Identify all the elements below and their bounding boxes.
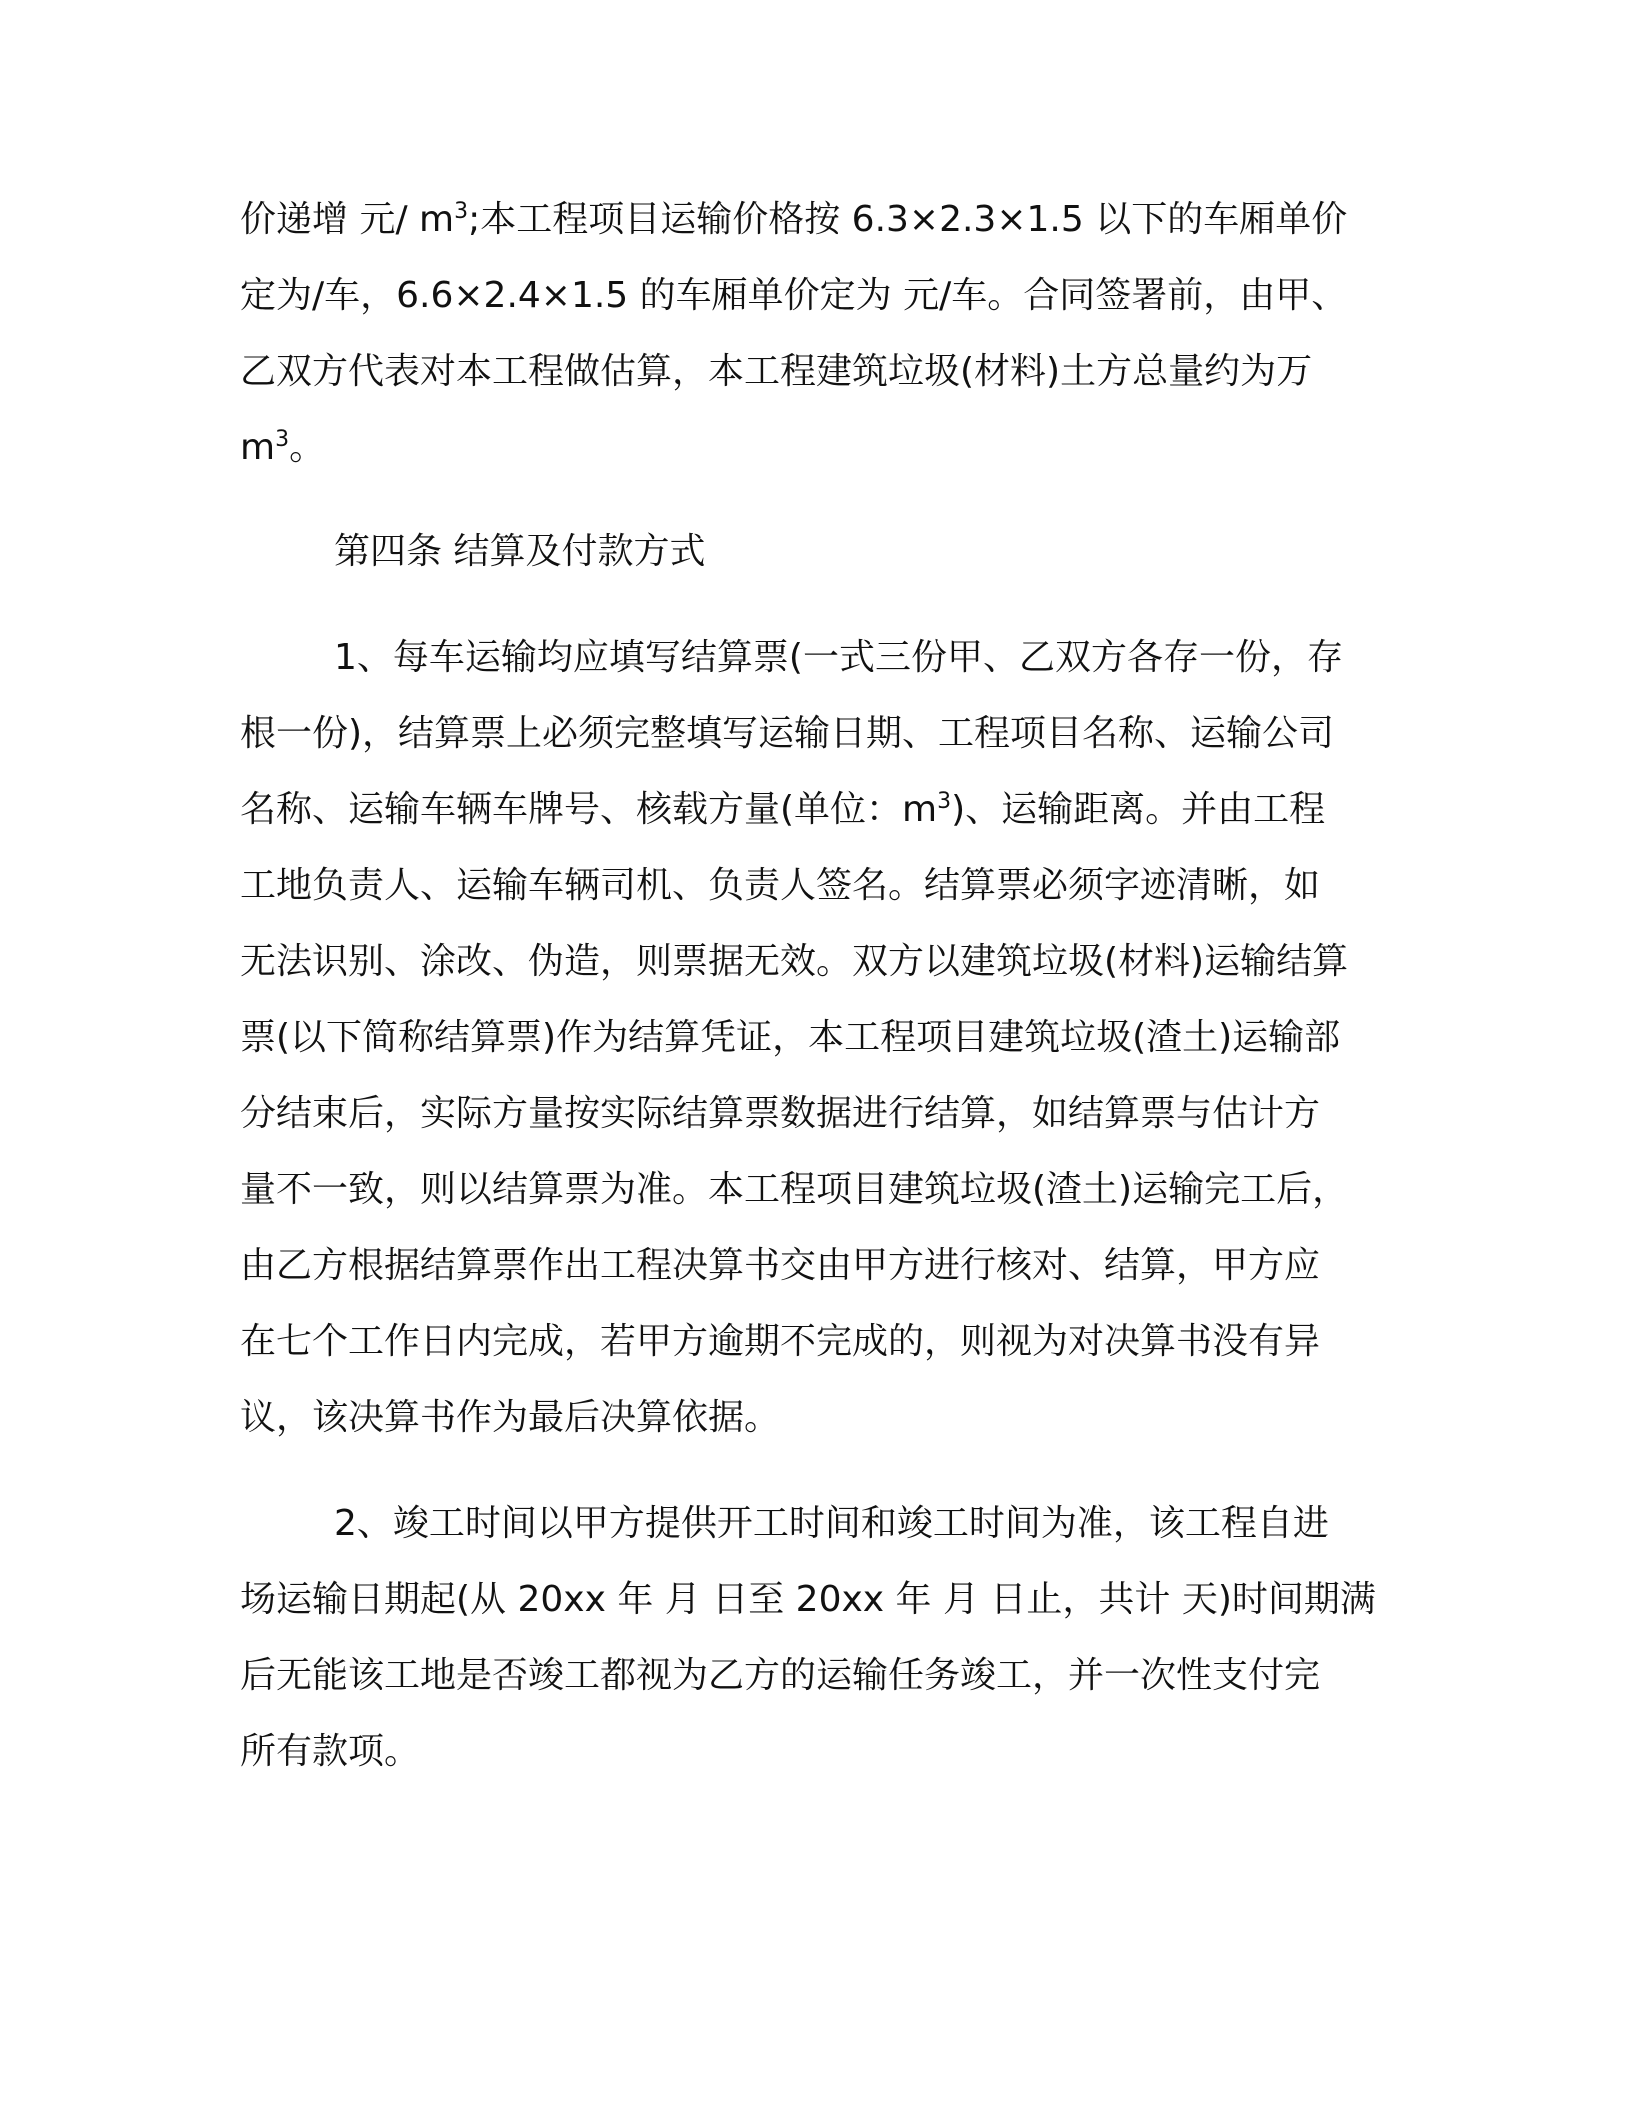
section-heading: 第四条 结算及付款方式 — [334, 531, 706, 572]
clause-1-line-2: 根一份)，结算票上必须完整填写运输日期、工程项目名称、运输公司 — [240, 713, 1335, 754]
text-segment: ;本工程项目运输价格按 6.3×2.3×1.5 以下的车厢单价 — [468, 199, 1348, 240]
clause-2-line-1: 2、竣工时间以甲方提供开工时间和竣工时间为准，该工程自进 — [334, 1503, 1329, 1544]
clause-1-line-8: 量不一致，则以结算票为准。本工程项目建筑垃圾(渣土)运输完工后， — [240, 1169, 1349, 1210]
clause-1-line-3 — [240, 786, 1325, 834]
continuation-line-4 — [240, 424, 325, 472]
superscript-3: 3 — [937, 789, 952, 814]
continuation-line-2: 定为/车，6.6×2.4×1.5 的车厢单价定为 元/车。合同签署前，由甲、 — [240, 275, 1348, 316]
continuation-line-3: 乙双方代表对本工程做估算，本工程建筑垃圾(材料)土方总量约为万 — [240, 351, 1313, 392]
clause-1-line-1: 1、每车运输均应填写结算票(一式三份甲、乙双方各存一份，存 — [334, 637, 1343, 678]
text-segment: )、运输距离。并由工程 — [951, 789, 1326, 830]
clause-1-line-10: 在七个工作日内完成，若甲方逾期不完成的，则视为对决算书没有异 — [240, 1321, 1321, 1362]
clause-1-line-5: 无法识别、涂改、伪造，则票据无效。双方以建筑垃圾(材料)运输结算 — [240, 941, 1349, 982]
clause-2-line-3: 后无能该工地是否竣工都视为乙方的运输任务竣工，并一次性支付完 — [240, 1655, 1321, 1696]
clause-1-line-7: 分结束后，实际方量按实际结算票数据进行结算，如结算票与估计方 — [240, 1093, 1321, 1134]
continuation-line-1 — [240, 196, 1347, 244]
text-segment: 。 — [289, 427, 326, 468]
superscript-3: 3 — [454, 199, 469, 224]
text-segment: m — [240, 427, 276, 468]
clause-2-line-2: 场运输日期起(从 20xx 年 月 日至 20xx 年 月 日止，共计 天)时间期满 — [240, 1579, 1376, 1620]
clause-1-line-6: 票(以下简称结算票)作为结算凭证，本工程项目建筑垃圾(渣土)运输部 — [240, 1017, 1341, 1058]
clause-1-line-9: 由乙方根据结算票作出工程决算书交由甲方进行核对、结算，甲方应 — [240, 1245, 1321, 1286]
clause-1-line-4: 工地负责人、运输车辆司机、负责人签名。结算票必须字迹清晰，如 — [240, 865, 1321, 906]
superscript-3: 3 — [275, 427, 290, 452]
text-segment: 价递增 元/ m — [240, 199, 455, 240]
clause-2-line-4: 所有款项。 — [240, 1731, 421, 1772]
clause-1-line-11: 议，该决算书作为最后决算依据。 — [240, 1397, 781, 1438]
text-segment: 名称、运输车辆车牌号、核载方量(单位：m — [240, 789, 938, 830]
